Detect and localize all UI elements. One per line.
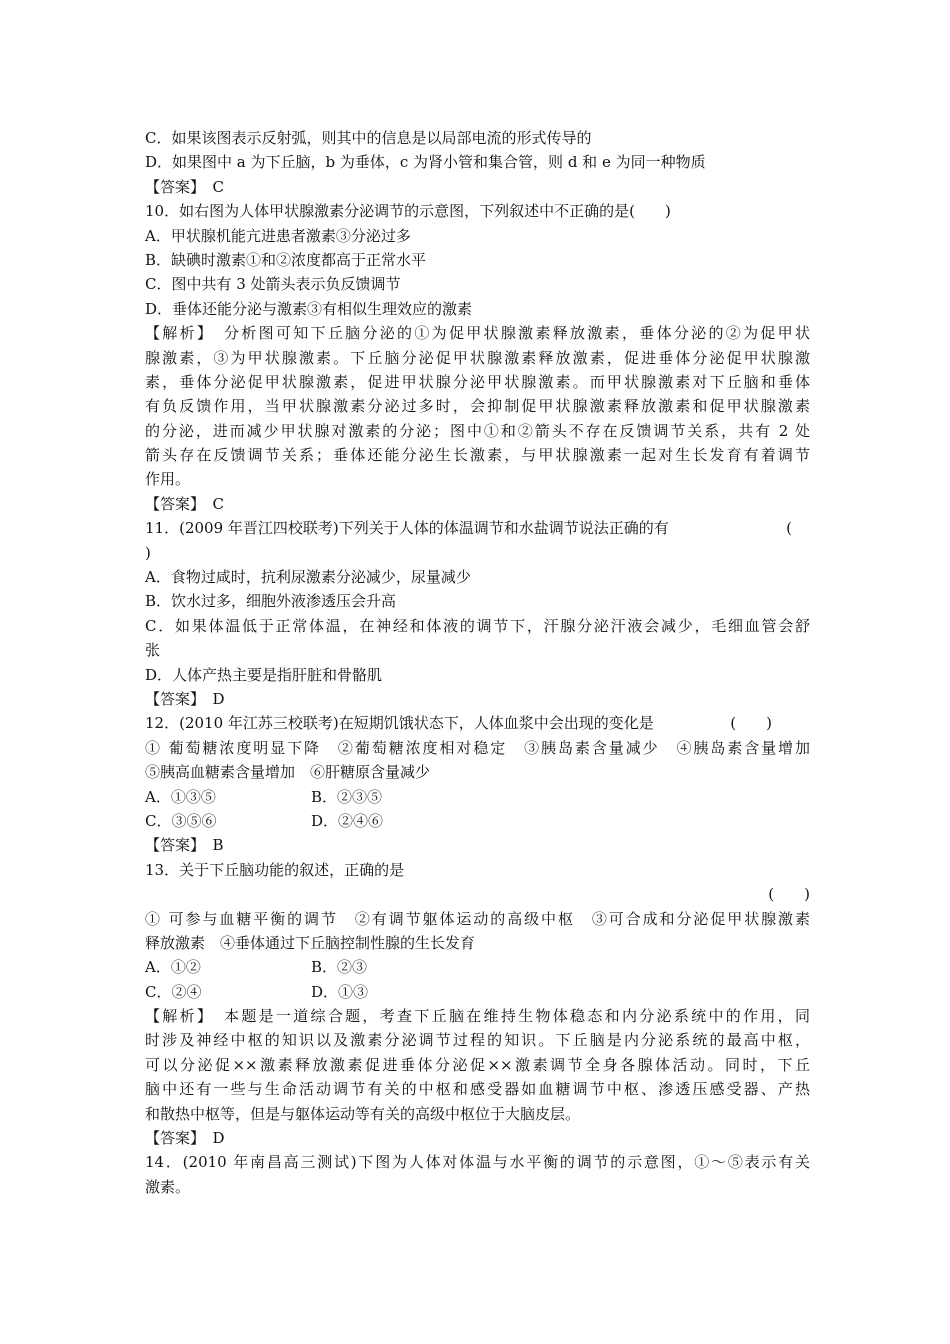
q10-option-a: A．甲状腺机能亢进患者激素③分泌过多 xyxy=(145,226,411,245)
q13-options-row xyxy=(145,955,810,979)
q12-option-d: D．②④⑥ xyxy=(311,811,384,830)
q13-stem: 13．关于下丘脑功能的叙述，正确的是 xyxy=(145,860,405,879)
q13-analysis-line: 和散热中枢等，但是与躯体运动等有关的高级中枢位于大脑皮层。 xyxy=(145,1104,581,1123)
q10-stem: 10．如右图为人体甲状腺激素分泌调节的示意图，下列叙述中不正确的是( ) xyxy=(145,202,671,221)
q10-option-b: B．缺碘时激素①和②浓度都高于正常水平 xyxy=(145,250,427,269)
q10-analysis-line: 箭头存在反馈调节关系；垂体还能分泌生长激素，与甲状腺激素一起对生长发育有着调节 xyxy=(145,446,810,465)
q10-analysis-line: 有负反馈作用，当甲状腺激素分泌过多时，会抑制促甲状腺激素释放激素和促甲状腺激素 xyxy=(145,397,810,416)
q12-bracket: ( ) xyxy=(730,714,772,733)
q13-analysis-line: 时涉及神经中枢的知识以及激素分泌调节过程的知识。下丘脑是内分泌系统的最高中枢， xyxy=(145,1031,810,1050)
q13-analysis-line: 脑中还有一些与生命活动调节有关的中枢和感受器如血糖调节中枢、渗透压感受器、产热 xyxy=(145,1080,810,1099)
q12-stem xyxy=(145,711,810,735)
q13-items-line: ① 可参与血糖平衡的调节 ②有调节躯体运动的高级中枢 ③可合成和分泌促甲状腺激素 xyxy=(145,909,810,928)
q12-answer: 【答案】 B xyxy=(145,836,224,855)
q9-answer: 【答案】 C xyxy=(145,177,224,196)
q12-option-b: B．②③⑤ xyxy=(311,787,383,806)
q10-analysis-line: 的分泌，进而减少甲状腺对激素的分泌；图中①和②箭头不存在反馈调节关系，共有 2 处 xyxy=(145,421,810,440)
q13-analysis-line: 【解析】 本题是一道综合题，考查下丘脑在维持生物体稳态和内分泌系统中的作用，同 xyxy=(145,1007,810,1026)
q11-option-c: C．如果体温低于正常体温，在神经和体液的调节下，汗腺分泌汗液会减少，毛细血管会舒 xyxy=(145,616,810,635)
q13-option-d: D．①③ xyxy=(311,982,369,1001)
q11-stem-text: 11．(2009 年晋江四校联考)下列关于人体的体温调节和水盐调节说法正确的有 xyxy=(145,519,669,538)
q12-options-row xyxy=(145,785,810,809)
q13-answer: 【答案】 D xyxy=(145,1129,225,1148)
q11-answer: 【答案】 D xyxy=(145,689,225,708)
q10-answer: 【答案】 C xyxy=(145,494,224,513)
document-body xyxy=(145,126,810,1199)
q10-option-d: D．垂体还能分泌与激素③有相似生理效应的激素 xyxy=(145,299,473,318)
q11-stem xyxy=(145,516,810,540)
q14-stem: 14．(2010 年南昌高三测试)下图为人体对体温与水平衡的调节的示意图，①～⑤表示有关 xyxy=(145,1153,810,1172)
q9-option-d: D．如果图中 a 为下丘脑，b 为垂体，c 为肾小管和集合管，则 d 和 e 为同一种物质 xyxy=(145,153,706,172)
q9-option-c: C．如果该图表示反射弧，则其中的信息是以局部电流的形式传导的 xyxy=(145,129,592,147)
q12-stem-text: 12．(2010 年江苏三校联考)在短期饥饿状态下，人体血浆中会出现的变化是 xyxy=(145,714,654,733)
q10-analysis-line: 【解析】 分析图可知下丘脑分泌的①为促甲状腺激素释放激素，垂体分泌的②为促甲状 xyxy=(145,324,810,343)
q12-options-row xyxy=(145,809,810,833)
q13-items-line: 释放激素 ④垂体通过下丘脑控制性腺的生长发育 xyxy=(145,933,476,952)
q10-analysis-line: 素，垂体分泌促甲状腺激素，促进甲状腺分泌甲状腺激素。而甲状腺激素对下丘脑和垂体 xyxy=(145,372,810,391)
q13-options-row xyxy=(145,980,810,1004)
q11-option-b: B．饮水过多，细胞外液渗透压会升高 xyxy=(145,592,397,611)
q12-option-c: C．③⑤⑥ xyxy=(145,811,217,830)
q11-bracket-open: ( xyxy=(786,519,792,538)
q14-stem-cont: 激素。 xyxy=(145,1177,191,1196)
q13-bracket: ( ) xyxy=(768,885,810,904)
q10-analysis-line: 腺激素，③为甲状腺激素。下丘脑分泌促甲状腺激素释放激素，促进垂体分泌促甲状腺激 xyxy=(145,348,810,367)
q10-option-c: C．图中共有 3 处箭头表示负反馈调节 xyxy=(145,275,401,294)
q12-option-a: A．①③⑤ xyxy=(145,787,216,806)
q11-option-a: A．食物过咸时，抗利尿激素分泌减少，尿量减少 xyxy=(145,568,471,587)
q11-option-d: D．人体产热主要是指肝脏和骨骼肌 xyxy=(145,665,383,684)
q11-option-c-cont: 张 xyxy=(145,641,161,660)
q10-analysis-line: 作用。 xyxy=(145,470,191,489)
q12-items-line: ① 葡萄糖浓度明显下降 ②葡萄糖浓度相对稳定 ③胰岛素含量减少 ④胰岛素含量增加 xyxy=(145,738,810,757)
q12-items-line: ⑤胰高血糖素含量增加 ⑥肝糖原含量减少 xyxy=(145,763,431,782)
q13-analysis-line: 可以分泌促××激素释放激素促进垂体分泌促××激素调节全身各腺体活动。同时，下丘 xyxy=(145,1055,810,1074)
q13-option-b: B．②③ xyxy=(311,958,368,977)
q13-option-a: A．①② xyxy=(145,958,201,977)
q11-bracket-close: ) xyxy=(145,543,151,562)
q13-option-c: C．②④ xyxy=(145,982,202,1001)
